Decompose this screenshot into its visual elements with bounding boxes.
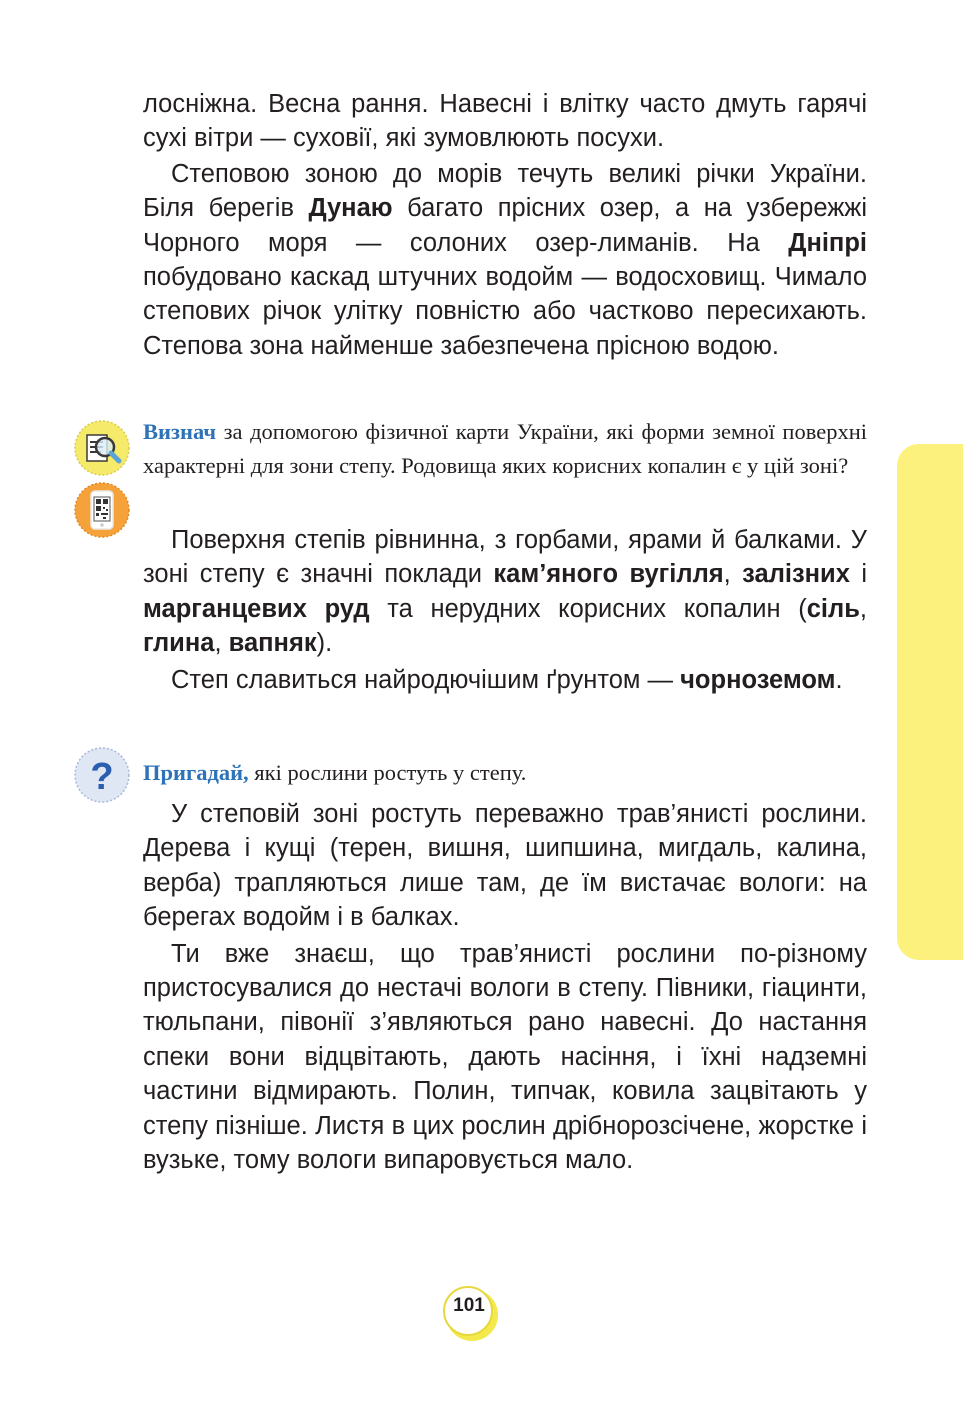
- term-salt: сіль: [806, 594, 860, 623]
- p3-text-d: і: [849, 560, 868, 589]
- task-recall-text: які рослини ростуть у степу.: [248, 760, 527, 785]
- term-chernozem: чорноземом: [680, 665, 836, 694]
- text-block-bottom: [143, 797, 867, 1177]
- side-tab: [897, 444, 963, 960]
- qr-phone-icon: [74, 482, 130, 538]
- p3-text-g: ,: [214, 629, 229, 658]
- term-clay: глина: [143, 629, 215, 658]
- paragraph-2: [143, 157, 867, 363]
- text-block-middle: [143, 523, 867, 697]
- magnifier-document-icon: [74, 420, 130, 476]
- term-limestone: вапняк: [228, 629, 317, 658]
- p2-text-c: багато прісних озер, а на узбережжі Чорного моря — солоних озер-лиманів. На: [143, 194, 867, 257]
- task-identify-lead: Визнач: [143, 419, 217, 444]
- p4-text-a: Степ славиться найродючішим ґрунтом —: [171, 665, 681, 694]
- task-recall: [143, 756, 867, 790]
- p2-text-a: Степовою зоною до морів течуть великі річки України. Біля берегів: [143, 159, 867, 223]
- p3-text-a: Поверхня степів рівнинна, з горбами, ярами й балками. У зоні степу є значні поклади: [143, 526, 867, 589]
- term-dnipro: Дніпрі: [788, 228, 867, 257]
- p3-text-f: ,: [859, 594, 867, 623]
- term-coal: кам’яного вугілля: [493, 560, 724, 589]
- term-iron: залізних: [742, 560, 850, 589]
- p3-text-c: ,: [723, 560, 743, 589]
- page-number: 101: [453, 1295, 485, 1316]
- paragraph-4: [143, 663, 867, 697]
- task-identify-text: за допомогою фізичної карти України, які форми земної поверхні характерні для зони степу. Родовища яких корисних копалин є у цій зоні?: [143, 419, 867, 478]
- svg-text:?: ?: [90, 756, 114, 798]
- paragraph-1: лосніжна. Весна рання. Навесні і влітку часто дмуть гарячі сухі вітри — суховії, які зумовлюють посухи.: [143, 90, 867, 153]
- paragraph-3: [143, 523, 867, 661]
- p3-text-e: та нерудних корисних копалин (: [369, 594, 807, 623]
- paragraph-5: У степовій зоні ростуть переважно трав’янисті рослини. Дерева і кущі (терен, вишня, шипшина, мигдаль, калина, верба) трапляються лише там, де їм вистачає вологи: на берегах водойм і в балках.: [143, 800, 867, 932]
- text-block-top: [143, 87, 867, 363]
- task-identify: [143, 415, 867, 483]
- paragraph-6: Ти вже знаєш, що трав’янисті рослини по-різному пристосувалися до нестачі вологи в степу. Півники, гіацинти, тюльпани, півонії з’являються рано навесні. До настання спеки вони відцвітають, дають насіння, і їхні надземні частини відмирають. Полин, типчак, ковила зацвітають у степу пізніше. Листя в цих рослин дрібнорозсічене, жорстке і вузьке, тому вологи випаровується мало.: [143, 939, 867, 1175]
- term-manganese: марганцевих руд: [143, 594, 370, 623]
- question-mark-icon: [74, 747, 130, 803]
- task-recall-lead: Пригадай,: [143, 760, 249, 785]
- p4-text-c: .: [835, 665, 843, 694]
- term-danube: Дунаю: [308, 194, 393, 223]
- p3-text-h: ).: [316, 629, 333, 658]
- p2-text-d: побудовано каскад штучних водойм — водосховищ. Чимало степових річок улітку повністю або частково пересихають. Степова зона найменше забезпечена прісною водою.: [143, 263, 867, 360]
